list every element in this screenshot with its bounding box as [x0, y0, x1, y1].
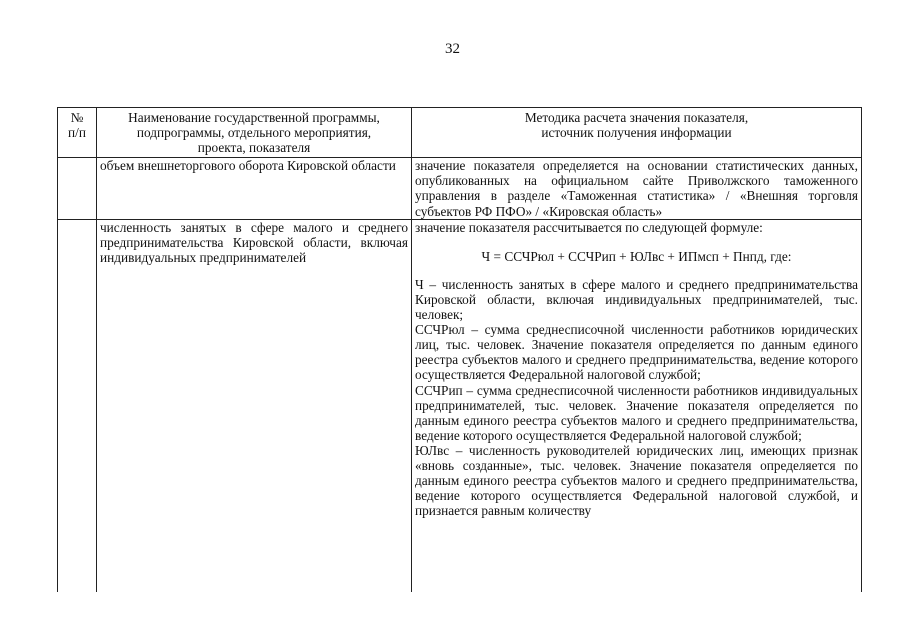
- row-number-cell: [58, 219, 97, 592]
- indicator-name-cell: численность занятых в сфере малого и среднего предпринимательства Кировской области, включая индивидуальных предпринимателей: [97, 219, 412, 592]
- method-cell: [412, 219, 862, 592]
- page-number: 32: [445, 41, 460, 57]
- table-row: [58, 158, 862, 219]
- method-cell: значение показателя определяется на основании статистических данных, опубликованных на официальном сайте Приволжского таможенного управления в разделе «Таможенная статистика» / «Внешняя торговля субъектов РФ ПФО» / «Кировская область»: [412, 158, 862, 219]
- header-col-name: Наименование государственной программы, подпрограммы, отдельного мероприятия, проекта, показателя: [97, 108, 412, 158]
- table-header-row: [58, 108, 862, 158]
- definition-yul-vs: ЮЛвс – численность руководителей юридических лиц, имеющих признак «вновь созданные», тыс. человек. Значение показателя определяется по данным единого реестра субъектов малого и среднего предпринимательства, ведение которого осуществляется Федеральной налоговой службой, и признается равным количеству: [415, 442, 858, 519]
- definition-sschr-yul: ССЧРюл – сумма среднесписочной численности работников юридических лиц, тыс. человек. Значение показателя определяется по данным единого реестра субъектов малого и среднего предпринимательства, ведение которого осуществляется Федеральной налоговой службой;: [415, 322, 858, 383]
- indicator-table: [57, 107, 862, 592]
- definition-sschr-ip: ССЧРип – сумма среднесписочной численности работников индивидуальных предпринимателей, тыс. человек. Значение показателя определяется по данным единого реестра субъектов малого и среднего предпринимательства, ведение которого осуществляется Федеральной налоговой службой;: [415, 382, 858, 443]
- header-col-method: Методика расчета значения показателя, источник получения информации: [412, 108, 862, 158]
- table-row: [58, 219, 862, 592]
- row-number-cell: [58, 158, 97, 219]
- indicator-name-cell: объем внешнеторгового оборота Кировской области: [97, 158, 412, 219]
- method-intro: значение показателя рассчитывается по следующей формуле:: [415, 219, 763, 235]
- definition-ch: Ч – численность занятых в сфере малого и среднего предпринимательства Кировской области, включая индивидуальных предпринимателей, тыс. человек;: [415, 276, 858, 323]
- header-col-number: № п/п: [58, 108, 97, 158]
- formula: Ч = ССЧРюл + ССЧРип + ЮЛвс + ИПмсп + Пнпд, где:: [481, 248, 792, 264]
